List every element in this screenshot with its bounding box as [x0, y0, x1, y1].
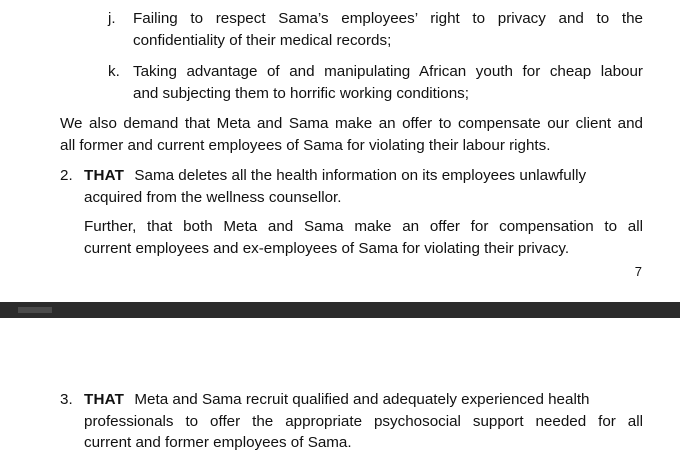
- list-item-k-line-2: and subjecting them to horrific working conditions;: [133, 84, 469, 102]
- further-paragraph-line-1: Further, that both Meta and Sama make an offer for compensation to all: [84, 218, 643, 235]
- page-separator: [0, 302, 680, 318]
- demand-point-3-line-1-text: Meta and Sama recruit qualified and adequately experienced health: [134, 391, 590, 408]
- separator-mark: [18, 307, 52, 313]
- document-page-lower: [0, 318, 680, 458]
- demand-paragraph-line-2: all former and current employees of Sama for violating their labour rights.: [60, 136, 551, 154]
- demand-paragraph-line-1: We also demand that Meta and Sama make an offer to compensate our client and: [60, 115, 643, 132]
- list-item-j-line-2: confidentiality of their medical records;: [133, 31, 392, 49]
- list-item-k-line-1: Taking advantage of and manipulating African youth for cheap labour: [133, 63, 643, 80]
- demand-point-3: [84, 389, 643, 454]
- demand-point-2-line-1-text: Sama deletes all the health information on its employees unlawfully: [134, 167, 587, 184]
- demand-paragraph: [60, 113, 643, 156]
- demand-point-3-line-3: current and former employees of Sama.: [84, 434, 352, 451]
- demand-point-3-lead-wrap: [84, 391, 124, 408]
- demand-point-2: [84, 165, 643, 208]
- demand-point-2-line-1: [84, 165, 643, 187]
- page-number: 7: [634, 264, 642, 279]
- further-paragraph: [84, 216, 643, 259]
- list-marker-3: 3.: [60, 391, 73, 408]
- demand-point-2-line-2: acquired from the wellness counsellor.: [84, 188, 342, 206]
- demand-point-2-lead-wrap: [84, 167, 124, 184]
- demand-point-3-line-2: professionals to offer the appropriate psychosocial support needed for all: [84, 412, 643, 430]
- list-item-k: [133, 61, 643, 104]
- further-paragraph-line-2: current employees and ex-employees of Sama for violating their privacy.: [84, 239, 570, 257]
- list-marker-2: 2.: [60, 167, 73, 184]
- bold-lead-that-3: THAT: [84, 391, 125, 408]
- list-marker-j: j.: [108, 10, 116, 27]
- demand-point-3-line-1: [84, 389, 643, 411]
- bold-lead-that: THAT: [84, 167, 125, 184]
- list-item-j-line-1: Failing to respect Sama’s employees’ right to privacy and to the: [133, 10, 643, 27]
- list-marker-k: k.: [108, 63, 120, 80]
- list-item-j: [133, 8, 643, 51]
